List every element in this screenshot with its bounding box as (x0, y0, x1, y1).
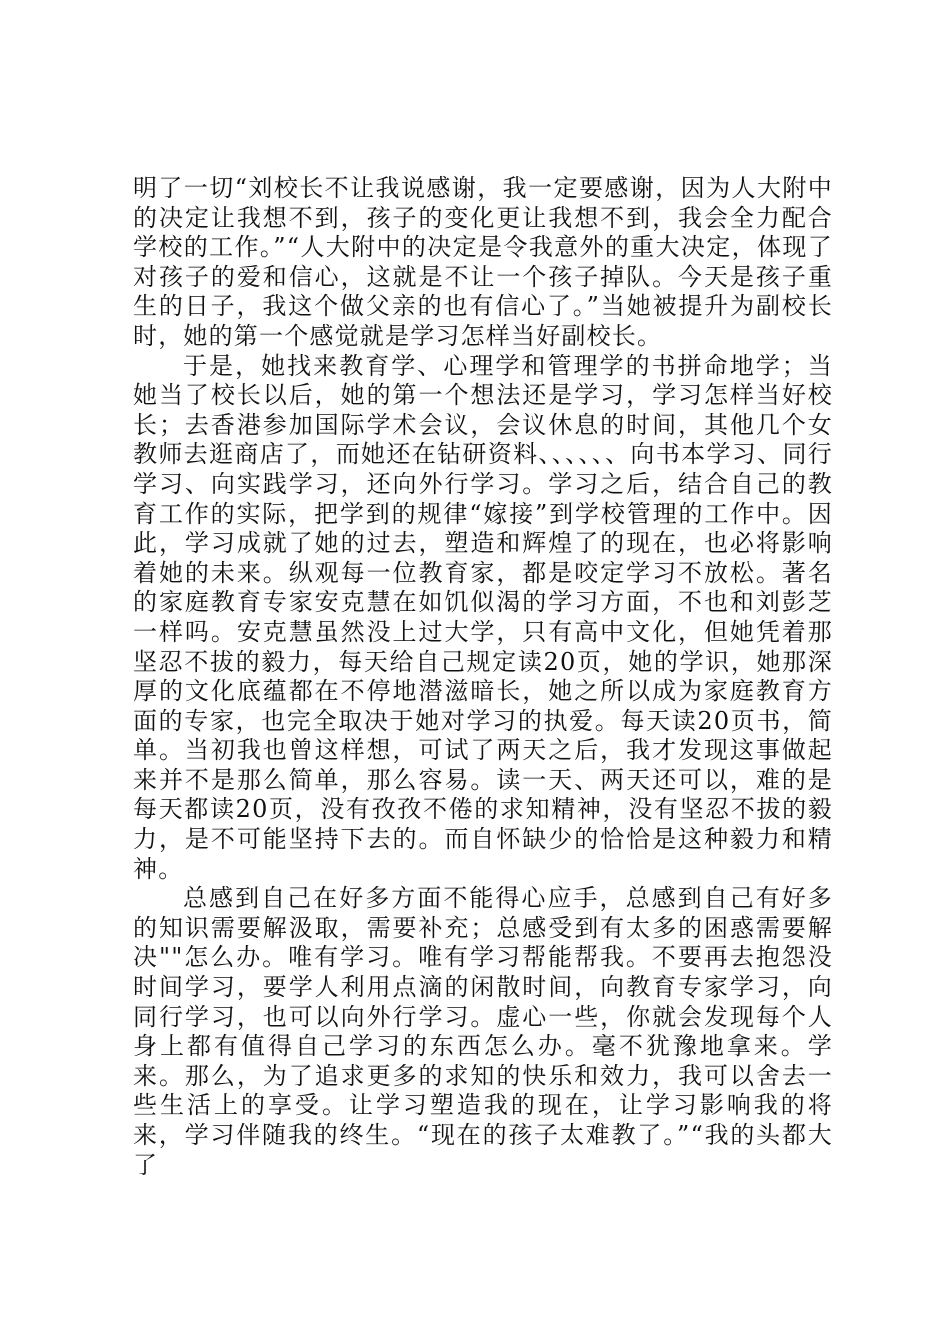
paragraph-1: 明了一切“刘校长不让我说感谢，我一定要感谢，因为人大附中的决定让我想不到，孩子的变化更让我想不到，我会全力配合学校的工作。”“人大附中的决定是令我意外的重大决定，体现了对孩子的爱和信心，这就是不让一个孩子掉队。今天是孩子重生的日子，我这个做父亲的也有信心了。”当她被提升为副校长时，她的第一个感觉就是学习怎样当好副校长。 (133, 174, 833, 350)
paragraph-2: 于是，她找来教育学、心理学和管理学的书拼命地学；当她当了校长以后，她的第一个想法还是学习，学习怎样当好校长；去香港参加国际学术会议，会议休息的时间，其他几个女教师去逛商店了，而她还在钻研资料、、、、、、向书本学习、同行学习、向实践学习，还向外行学习。学习之后，结合自己的教育工作的实际，把学到的规律“嫁接”到学校管理的工作中。因此，学习成就了她的过去，塑造和辉煌了的现在，也必将影响着她的未来。纵观每一位教育家，都是咬定学习不放松。著名的家庭教育专家安克慧在如饥似渴的学习方面，不也和刘彭芝一样吗。安克慧虽然没上过大学，只有高中文化，但她凭着那坚忍不拔的毅力，每天给自己规定读20页，她的学识，她那深厚的文化底蕴都在不停地潜滋暗长，她之所以成为家庭教育方面的专家，也完全取决于她对学习的执爱。每天读20页书，简单。当初我也曾这样想，可试了两天之后，我才发现这事做起来并不是那么简单，那么容易。读一天、两天还可以，难的是每天都读20页，没有孜孜不倦的求知精神，没有坚忍不拔的毅力，是不可能坚持下去的。而自怀缺少的恰恰是这种毅力和精神。 (133, 351, 833, 883)
body-text (133, 174, 833, 1180)
paragraph-3: 总感到自己在好多方面不能得心应手，总感到自己有好多的知识需要解汲取，需要补充；总感受到有太多的困惑需要解决""怎么办。唯有学习。唯有学习帮能帮我。不要再去抱怨没时间学习，要学人利用点滴的闲散时间，向教育专家学习，向同行学习，也可以向外行学习。虚心一些，你就会发现每个人身上都有值得自己学习的东西怎么办。毫不犹豫地拿来。学来。那么，为了追求更多的求知的快乐和效力，我可以舍去一些生活上的享受。让学习塑造我的现在，让学习影响我的将来，学习伴随我的终生。“现在的孩子太难教了。”“我的头都大了 (133, 884, 833, 1179)
